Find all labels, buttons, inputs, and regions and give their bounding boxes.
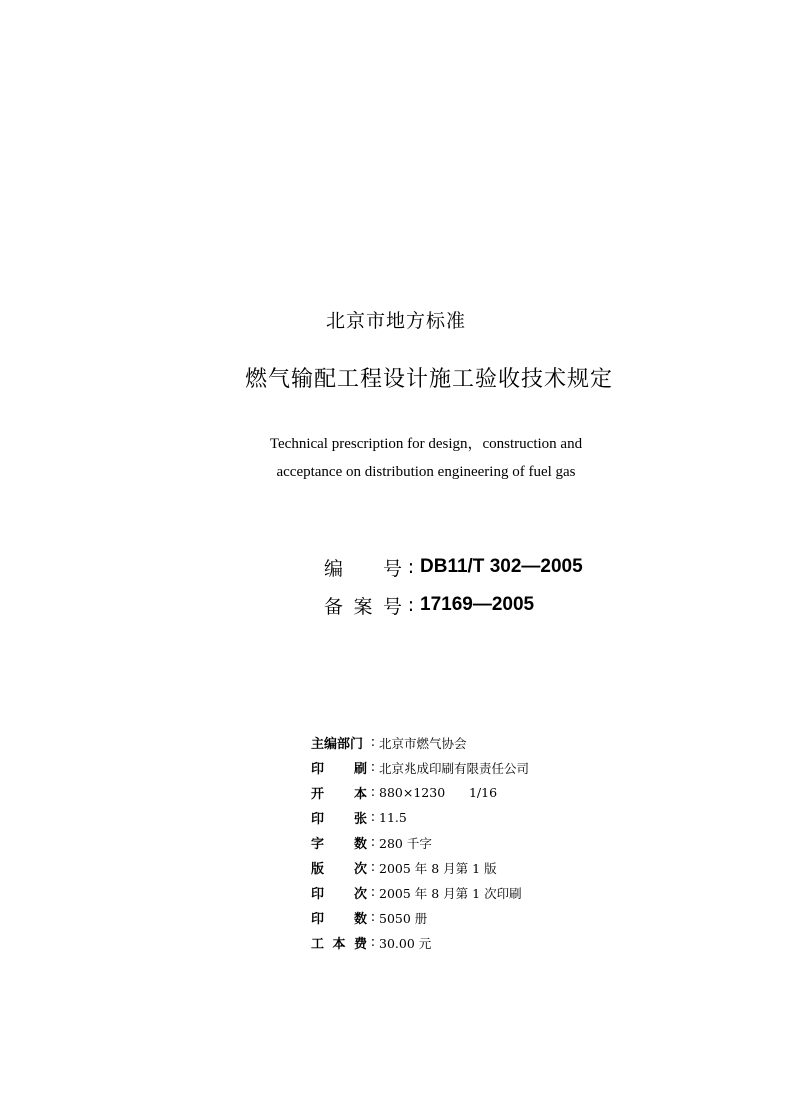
imprint-row-separator: : xyxy=(370,735,376,750)
document-title-english xyxy=(0,430,792,486)
code-row-value: 17169—2005 xyxy=(420,594,535,615)
code-row-separator: : xyxy=(407,594,415,616)
label-char: 号 xyxy=(382,595,402,618)
label-char: 主编部门 xyxy=(311,737,364,752)
label-char: 字 xyxy=(311,837,325,852)
imprint-row-separator: : xyxy=(370,760,376,775)
label-char: 费 xyxy=(353,937,367,952)
label-char: 次 xyxy=(353,862,367,877)
label-char: 印 xyxy=(311,912,325,927)
label-char: 编 xyxy=(324,557,344,580)
label-char: 次 xyxy=(353,887,367,902)
code-row xyxy=(324,548,583,586)
imprint-row-separator: : xyxy=(370,885,376,900)
imprint-row xyxy=(311,855,529,880)
imprint-row-separator: : xyxy=(370,835,376,850)
code-row-value: DB11/T 302—2005 xyxy=(420,556,583,577)
code-row-separator: : xyxy=(407,556,415,578)
imprint-row xyxy=(311,880,529,905)
imprint-row xyxy=(311,830,529,855)
label-char: 张 xyxy=(353,812,367,827)
label-char: 印 xyxy=(311,812,325,827)
code-row-label xyxy=(324,592,402,619)
imprint-row-label xyxy=(311,933,367,952)
imprint-row-value: 5050 册 xyxy=(379,910,428,926)
imprint-row xyxy=(311,780,529,805)
code-row xyxy=(324,586,583,624)
imprint-row-value: 北京市燃气协会 xyxy=(379,735,467,751)
imprint-row-separator: : xyxy=(370,860,376,875)
standard-codes xyxy=(324,548,583,624)
label-char: 开 xyxy=(311,787,325,802)
imprint-row-label xyxy=(311,858,367,877)
label-char: 本 xyxy=(353,787,367,802)
title-english-line-1: Technical prescription for design，construction and xyxy=(269,436,583,452)
imprint-row-label xyxy=(311,833,367,852)
label-char: 版 xyxy=(311,862,325,877)
imprint-row xyxy=(311,805,529,830)
imprint-row-label xyxy=(311,783,367,802)
imprint-row-value: 280 千字 xyxy=(379,835,432,851)
label-char: 印 xyxy=(311,762,325,777)
imprint-row-label xyxy=(311,808,367,827)
imprint-row-separator: : xyxy=(370,910,376,925)
imprint-row-value: 北京兆成印刷有限责任公司 xyxy=(379,760,530,776)
label-char: 本 xyxy=(332,937,346,952)
imprint-row xyxy=(311,930,529,955)
imprint-row xyxy=(311,755,529,780)
label-char: 号 xyxy=(382,557,402,580)
code-row-label xyxy=(324,554,402,581)
imprint-details xyxy=(311,730,529,955)
title-english-line-2: acceptance on distribution engineering of fuel gas xyxy=(276,464,576,480)
imprint-row-value: 2005 年 8 月第 1 次印刷 xyxy=(379,885,522,901)
imprint-row-label xyxy=(311,758,367,777)
imprint-row-value: 880×1230 1/16 xyxy=(379,785,498,800)
imprint-row-label xyxy=(311,908,367,927)
imprint-row-value: 2005 年 8 月第 1 版 xyxy=(379,860,497,876)
imprint-row-value: 30.00 元 xyxy=(379,935,432,951)
label-char: 刷 xyxy=(353,762,367,777)
imprint-row-separator: : xyxy=(370,785,376,800)
imprint-row-value: 11.5 xyxy=(379,810,407,825)
label-char: 案 xyxy=(353,595,373,618)
imprint-row xyxy=(311,730,529,755)
imprint-row xyxy=(311,905,529,930)
document-title-chinese: 燃气输配工程设计施工验收技术规定 xyxy=(244,367,613,392)
imprint-row-label xyxy=(311,733,367,752)
standard-type-heading: 北京市地方标准 xyxy=(325,310,466,332)
imprint-row-separator: : xyxy=(370,935,376,950)
label-char: 数 xyxy=(353,912,367,927)
label-char: 工 xyxy=(311,937,325,952)
imprint-row-label xyxy=(311,883,367,902)
label-char: 数 xyxy=(353,837,367,852)
label-char: 备 xyxy=(324,595,344,618)
label-char: 印 xyxy=(311,887,325,902)
imprint-row-separator: : xyxy=(370,810,376,825)
